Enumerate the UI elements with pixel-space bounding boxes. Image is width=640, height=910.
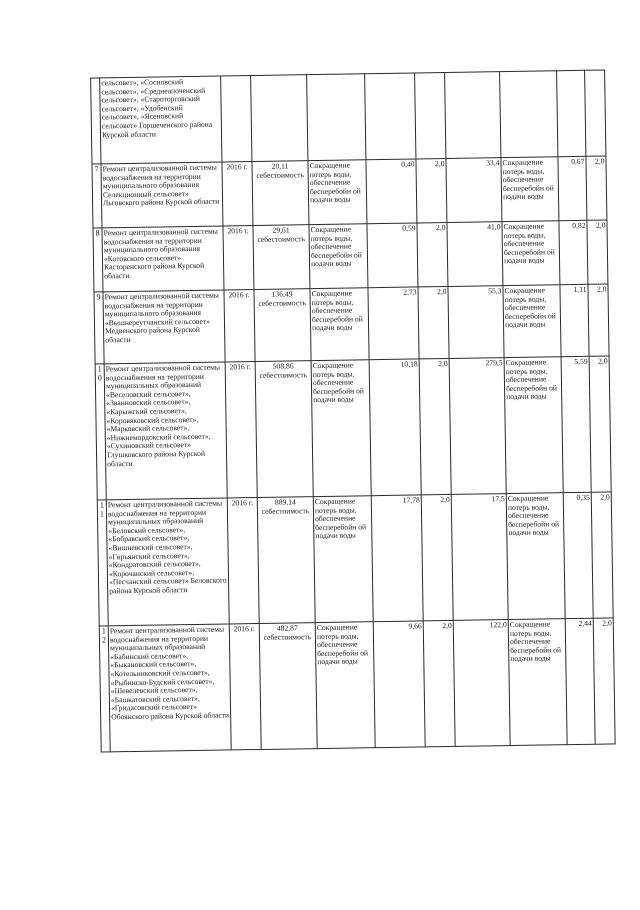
table-row <box>91 70 606 164</box>
cost-value: 508,86 <box>272 361 294 371</box>
year-cell: 2016 г. <box>224 290 255 362</box>
purpose-cell: Сокращение потерь воды, обеспечение бесперебойн ой подачи воды <box>308 160 367 225</box>
result-cell: Сокращение потерь воды, обеспечение бесперебойн ой подачи воды <box>503 285 561 358</box>
value-cell-2: 2,0 <box>419 358 451 494</box>
cost-cell <box>252 161 309 226</box>
value-cell-3: 122,0 <box>453 620 510 747</box>
value-cell-5 <box>585 70 606 156</box>
row-number: 8 <box>93 228 103 292</box>
result-cell: Сокращение потерь воды, обеспечение бесперебойн ой подачи воды <box>508 619 567 746</box>
value-cell-1: 0,40 <box>366 159 417 224</box>
cost-basis: себестоимость <box>263 631 312 642</box>
cost-value: 29,61 <box>272 225 290 235</box>
cost-value: 136,49 <box>271 289 293 299</box>
value-cell-2: 2,0 <box>416 158 447 222</box>
value-cell-5: 2,0 <box>593 618 615 744</box>
value-cell-3 <box>445 72 501 159</box>
year-cell <box>221 76 252 162</box>
result-cell: Сокращение потерь воды, обеспечение бесперебойн ой подачи воды <box>504 357 563 494</box>
purpose-cell: Сокращение потерь воды, обеспечение бесперебойн ой подачи воды <box>315 622 375 749</box>
value-cell-1: 9,66 <box>373 621 425 748</box>
value-cell-2: 2,0 <box>418 286 449 358</box>
cost-basis: себестоимость <box>257 233 306 244</box>
value-cell-4: 0,35 <box>563 492 593 618</box>
year-cell: 2016 г. <box>225 362 257 498</box>
table-row <box>94 284 609 364</box>
year-cell: 2016 г. <box>222 162 253 226</box>
cost-cell <box>255 361 313 498</box>
cost-basis: себестоимость <box>256 169 305 180</box>
value-cell-1: 2,73 <box>368 287 419 360</box>
purpose-cell: Сокращение потерь воды, обеспечение бесперебойн ой подачи воды <box>313 496 373 623</box>
table-row <box>97 492 613 626</box>
value-cell-3: 41,0 <box>447 222 503 287</box>
project-description: сельсовет», «Сосновский сельсовет», «Среднеапоченский сельсовет», «Староторговский сельсовет», «Удобенский сельсовет», «Ясеновский сельсовет» Горшеченского района Курской области <box>100 76 222 164</box>
purpose-cell: Сокращение потерь воды, обеспечение бесперебойн ой подачи воды <box>309 224 368 289</box>
value-cell-2 <box>415 72 446 158</box>
value-cell-3: 279,5 <box>449 358 506 495</box>
value-cell-4 <box>557 70 586 156</box>
value-cell-2: 2,0 <box>417 222 448 286</box>
value-cell-5: 2,0 <box>586 156 607 220</box>
result-cell: Сокращение потерь воды, обеспечение бесперебойн ой подачи воды <box>501 157 559 222</box>
year-cell: 2016 г. <box>223 226 254 290</box>
year-cell: 2016 г. <box>229 623 261 749</box>
project-description: Ремонт централизованной системы водоснабжения на территории муниципального образования «Вышнереутчанский сельсовет» Медвенского района Курской области <box>103 290 225 364</box>
value-cell-4: 2,44 <box>565 618 595 744</box>
value-cell-5: 2,0 <box>589 356 611 492</box>
cost-value: 20,11 <box>271 161 289 171</box>
cost-basis: себестоимость <box>259 369 308 380</box>
table-row <box>95 356 611 500</box>
cost-value: 482,87 <box>276 623 298 633</box>
project-description: Ремонт централизованной системы водоснабжения на территории муниципальных образований «Бабинский сельсовет», «Быкановский сельсовет», «Котельниковский сельсовет», «Рыбинско-Будский сельсовет», «Шевелевский сельсовет», «Башкатовский сельсовет», «Гридасовский сельсовет» Обоянского района Курской области <box>108 624 231 752</box>
result-cell: Сокращение потерь воды, обеспечение бесперебойн ой подачи воды <box>506 493 565 620</box>
value-cell-3: 33,4 <box>446 158 502 223</box>
value-cell-2: 2,0 <box>423 620 455 746</box>
project-description: Ремонт централизованной системы водоснабжения на территории муниципального образования «Котовского сельсовет» Касторенского района Курской области <box>102 226 224 292</box>
purpose-cell <box>307 74 366 161</box>
project-description: Ремонт централизованной системы водоснабжения на территории муниципального образования Селекционный сельсовет» Льговского района Курской области <box>101 162 223 228</box>
cost-basis: себестоимость <box>261 505 310 516</box>
cost-cell <box>254 289 311 362</box>
cost-value: 889,14 <box>274 497 296 507</box>
cost-value <box>252 76 305 77</box>
value-cell-5: 2,0 <box>588 284 609 356</box>
cost-cell <box>253 225 310 290</box>
value-cell-1: 0,59 <box>367 223 418 288</box>
value-cell-1: 17,78 <box>371 495 423 622</box>
value-cell-5: 2,0 <box>587 220 608 284</box>
value-cell-2: 2,0 <box>421 494 453 620</box>
value-cell-5: 2,0 <box>591 492 613 618</box>
value-cell-3: 17,5 <box>451 494 508 621</box>
value-cell-1 <box>365 73 416 160</box>
cost-basis <box>252 76 305 77</box>
cost-basis: себестоимость <box>258 297 307 308</box>
row-number: 9 <box>94 292 104 364</box>
row-number: 7 <box>92 164 102 228</box>
year-cell: 2016 г. <box>227 497 259 623</box>
row-number: 11 <box>97 500 108 626</box>
cost-cell <box>259 623 317 750</box>
value-cell-1: 10,18 <box>369 359 421 496</box>
value-cell-4: 1,11 <box>560 284 589 356</box>
table-row <box>92 156 607 228</box>
project-description: Ремонт централизованной системы водоснабжения на территории муниципальных образований «Веселовский сельсовет», «Званновский сельсовет», «Карыжский сельсовет», «Коровяковский сельсовет», «Марковский сельсовет», «Нижнемордокский сельсовет», «Сухиновский сельсовет» Глушковского района Курской области <box>104 362 227 500</box>
value-cell-4: 5,59 <box>561 356 591 492</box>
result-cell <box>500 71 558 158</box>
row-number: 12 <box>99 626 110 752</box>
project-description: Ремонт централизованной системы водоснабжения на территории муниципальных образований «Беловский сельсовет», «Бобравский сельсовет», «Вишневский сельсовет», «Гирьянский сельсовет», «Кондратовский сельсовет», «Корочанский сельсовет», «Песчанский сельсовет» Беловского района Курской области <box>106 498 229 626</box>
investment-program-table <box>90 69 616 752</box>
purpose-cell: Сокращение потерь воды, обеспечение бесперебойн ой подачи воды <box>310 288 369 361</box>
row-number: 10 <box>95 364 106 500</box>
table-row <box>99 618 615 752</box>
cost-cell <box>251 75 308 162</box>
value-cell-4: 0,67 <box>558 156 587 220</box>
cost-cell <box>257 497 315 624</box>
table-row <box>93 220 608 292</box>
value-cell-3: 55,3 <box>448 286 504 359</box>
result-cell: Сокращение потерь воды, обеспечение бесперебойн ой подачи воды <box>502 221 560 286</box>
value-cell-4: 0,82 <box>559 220 588 284</box>
purpose-cell: Сокращение потерь воды, обеспечение бесперебойн ой подачи воды <box>311 360 371 497</box>
